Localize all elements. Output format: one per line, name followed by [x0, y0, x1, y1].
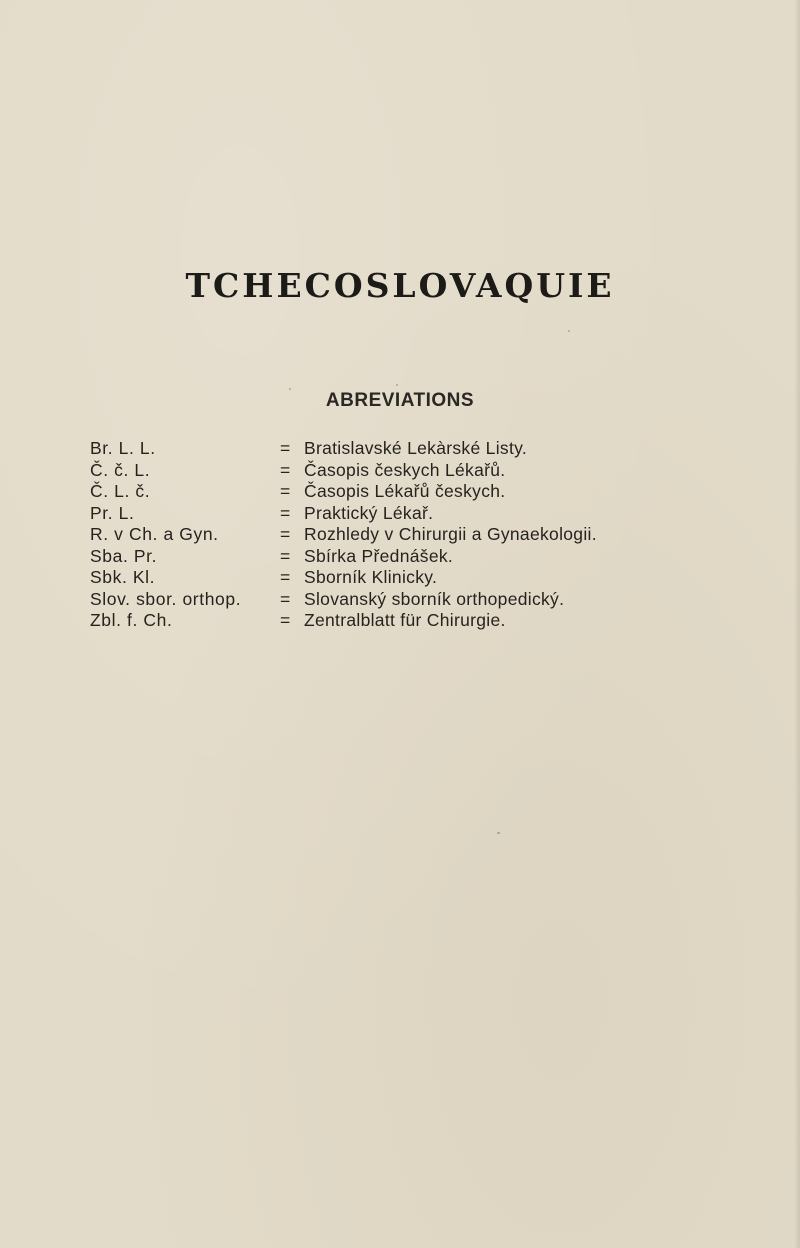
abbreviation-definition: Časopis Lékařů českych. — [304, 481, 506, 501]
abbreviation-definition: Sbírka Přednášek. — [304, 545, 454, 566]
abbreviation-row — [90, 524, 730, 546]
equals-sign: = — [280, 524, 291, 544]
abbreviation-definition: Praktický Lékař. — [304, 502, 434, 523]
abbreviation-row — [90, 438, 730, 460]
page-title: TCHECOSLOVAQUIE — [185, 266, 615, 305]
abbreviation-row — [90, 610, 730, 632]
equals-sign: = — [280, 567, 291, 587]
equals-sign: = — [280, 545, 291, 566]
equals-sign: = — [280, 502, 291, 523]
abbreviation-definition: Rozhledy v Chirurgii a Gynaekologii. — [304, 524, 597, 544]
abbreviation-row — [90, 460, 730, 482]
equals-sign: = — [280, 610, 291, 630]
abbreviation-key: Č. L. č. — [90, 481, 151, 501]
abbreviation-row — [90, 503, 730, 525]
page-edge-shadow — [794, 0, 800, 1248]
abbreviation-key: Sbk. Kl. — [90, 567, 156, 587]
paper-speck — [568, 330, 570, 332]
abbreviation-list — [90, 438, 730, 632]
abbreviation-key: Pr. L. — [90, 502, 135, 523]
abbreviation-key: Č. č. L. — [90, 459, 151, 480]
equals-sign: = — [280, 588, 291, 609]
section-heading: ABREVIATIONS — [325, 390, 475, 411]
abbreviation-key: Sba. Pr. — [90, 545, 158, 566]
paper-speck — [396, 384, 398, 386]
abbreviation-definition: Bratislavské Lekàrské Listy. — [304, 438, 528, 458]
abbreviation-definition: Zentralblatt für Chirurgie. — [304, 610, 506, 630]
abbreviation-definition: Časopis českych Lékařů. — [304, 459, 506, 480]
abbreviation-row — [90, 546, 730, 568]
abbreviation-key: Slov. sbor. orthop. — [90, 588, 242, 609]
equals-sign: = — [280, 459, 291, 480]
equals-sign: = — [280, 481, 291, 501]
abbreviation-key: Zbl. f. Ch. — [90, 610, 173, 630]
equals-sign: = — [280, 438, 291, 458]
paper-speck — [497, 832, 500, 834]
abbreviation-definition: Sborník Klinicky. — [304, 567, 438, 587]
paper-speck — [289, 388, 291, 390]
abbreviation-key: Br. L. L. — [90, 438, 156, 458]
abbreviation-row — [90, 481, 730, 503]
abbreviation-row — [90, 589, 730, 611]
abbreviation-definition: Slovanský sborník orthopedický. — [304, 588, 565, 609]
abbreviation-row — [90, 567, 730, 589]
abbreviation-key: R. v Ch. a Gyn. — [90, 524, 219, 544]
